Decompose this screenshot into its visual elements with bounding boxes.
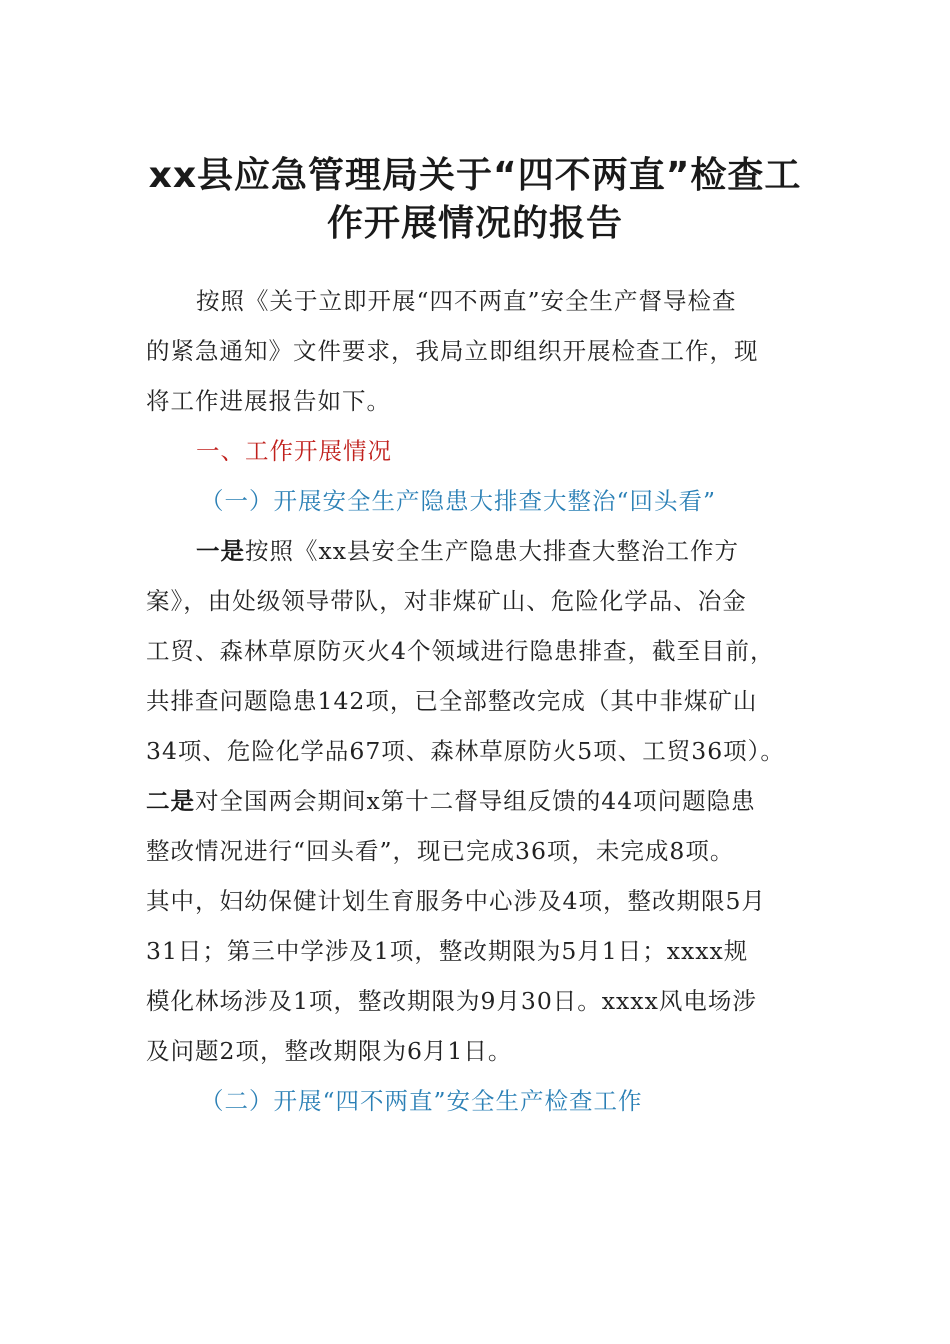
subsection-heading-2: （二）开展“四不两直”安全生产检查工作 (200, 1087, 643, 1115)
intro-line-3: 将工作进展报告如下。 (146, 387, 391, 415)
item2-line-6: 及问题2项，整改期限为6月1日。 (146, 1037, 513, 1065)
item1-text: 按照《xx县安全生产隐患大排查大整治工作方 (245, 537, 740, 565)
item2-lead: 二是 (146, 787, 195, 815)
item2-line-2: 整改情况进行“回头看”，现已完成36项，未完成8项。 (146, 837, 735, 865)
item1-line-2: 案》，由处级领导带队，对非煤矿山、危险化学品、冶金 (146, 587, 747, 615)
item1-line-1 (196, 536, 739, 566)
item2-line-1 (146, 786, 756, 816)
subsection-heading-1: （一）开展安全生产隐患大排查大整治“回头看” (200, 487, 717, 515)
document-title-line-2: 作开展情况的报告 (326, 203, 623, 244)
item2-line-5: 模化林场涉及1项，整改期限为9月30日。xxxx风电场涉 (146, 987, 757, 1015)
item1-line-4: 共排查问题隐患142项，已全部整改完成（其中非煤矿山 (146, 687, 758, 715)
intro-line-2: 的紧急通知》文件要求，我局立即组织开展检查工作，现 (146, 337, 759, 365)
item2-line-4: 31日；第三中学涉及1项，整改期限为5月1日；xxxx规 (146, 937, 749, 965)
item2-line-3: 其中，妇幼保健计划生育服务中心涉及4项，整改期限5月 (146, 887, 766, 915)
item2-text: 对全国两会期间x第十二督导组反馈的44项问题隐患 (195, 787, 756, 815)
item1-line-5: 34项、危险化学品67项、森林草原防火5项、工贸36项）。 (146, 737, 785, 765)
intro-line-1: 按照《关于立即开展“四不两直”安全生产督导检查 (196, 287, 737, 315)
document-title-line-1: xx县应急管理局关于“四不两直”检查工 (148, 155, 802, 196)
section-heading-1: 一、工作开展情况 (196, 437, 392, 465)
item1-lead: 一是 (196, 537, 245, 565)
item1-line-3: 工贸、森林草原防灭火4个领域进行隐患排查，截至目前， (146, 637, 775, 665)
